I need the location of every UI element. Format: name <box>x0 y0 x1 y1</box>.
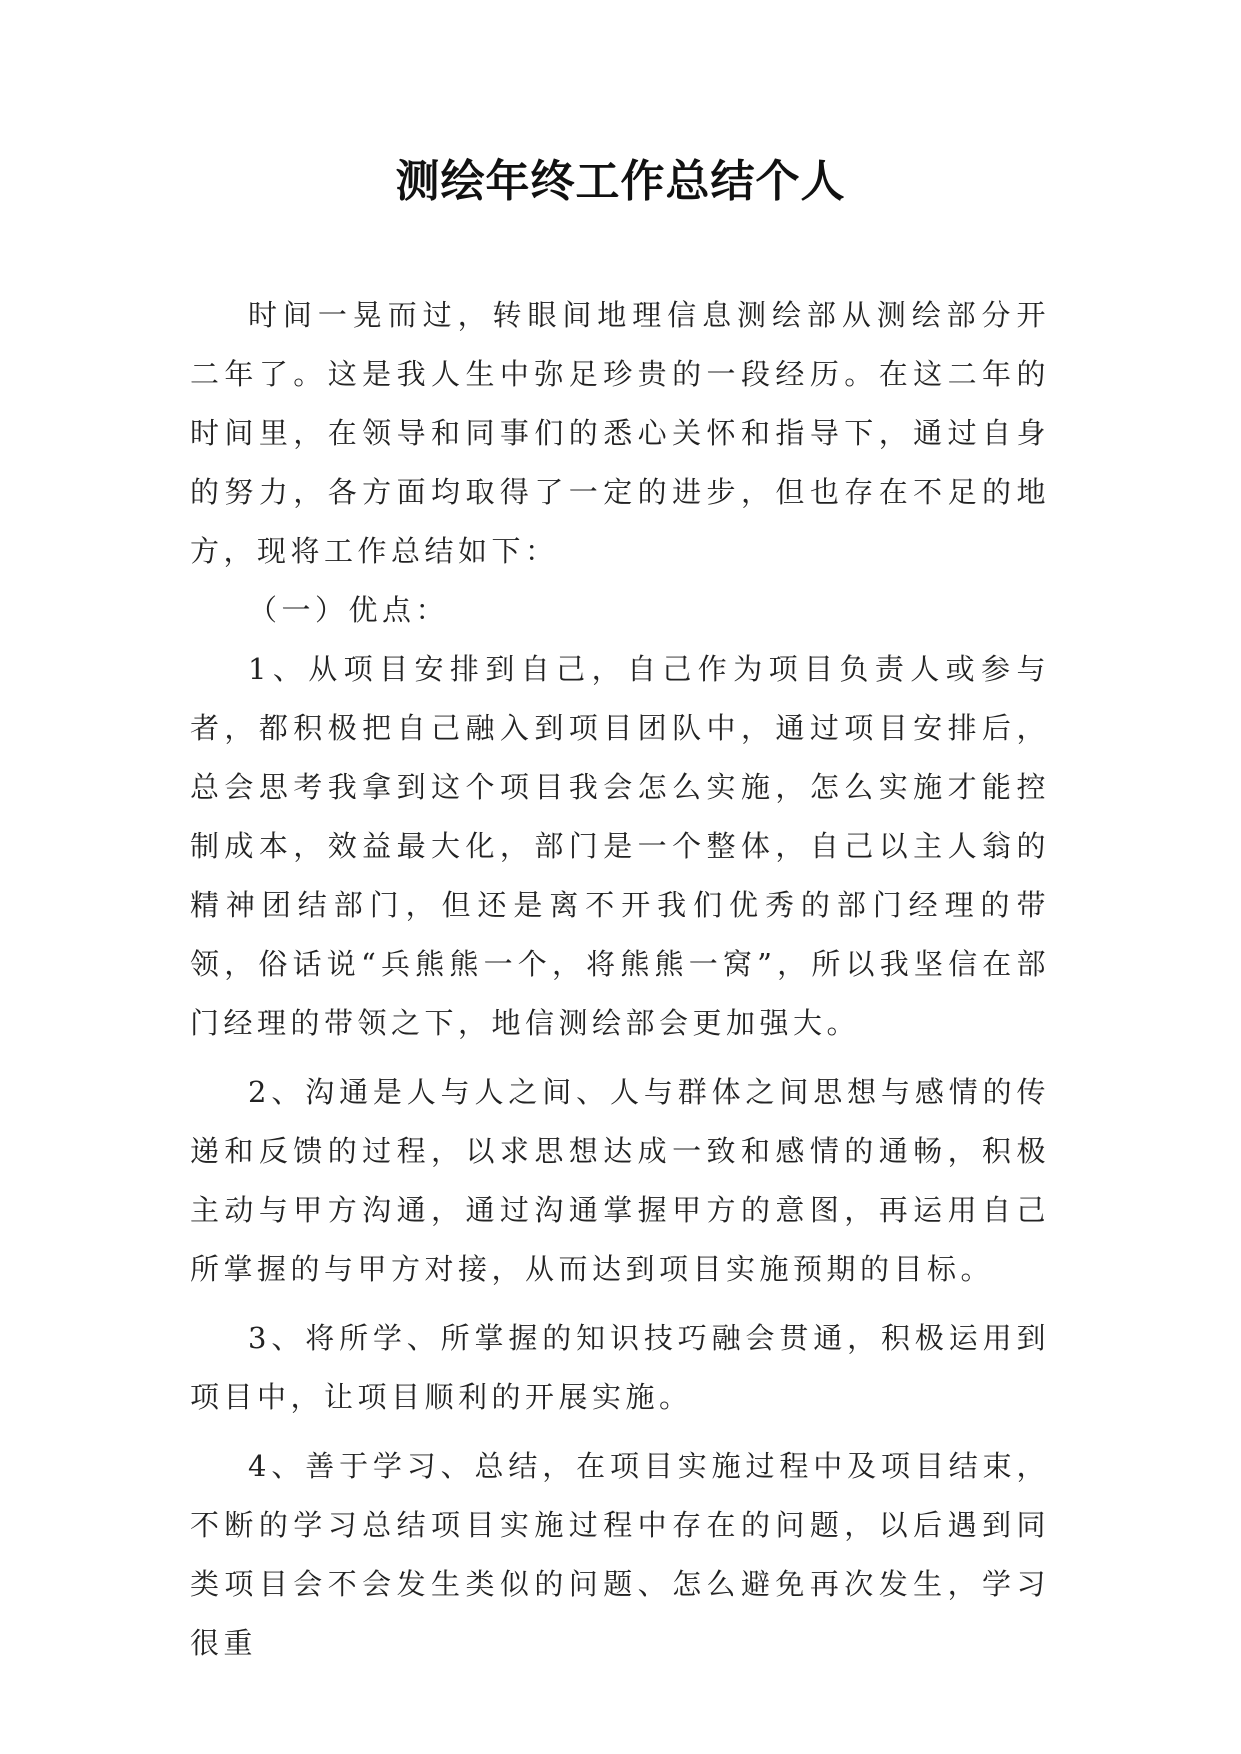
page-title: 测绘年终工作总结个人 <box>395 156 846 207</box>
paragraph-point-2: 2、沟通是人与人之间、人与群体之间思想与感情的传递和反馈的过程，以求思想达成一致和感情的通畅，积极主动与甲方沟通，通过沟通掌握甲方的意图，再运用自己所掌握的与甲方对接，从而达到项目实施预期的目标。 <box>190 1075 1050 1286</box>
document-body <box>190 286 1050 1673</box>
paragraph-intro: 时间一晃而过，转眼间地理信息测绘部从测绘部分开二年了。这是我人生中弥足珍贵的一段经历。在这二年的时间里，在领导和同事们的悉心关怀和指导下，通过自身的努力，各方面均取得了一定的进步，但也存在不足的地方，现将工作总结如下： <box>190 298 1050 568</box>
section-heading-strengths: （一）优点： <box>248 593 450 627</box>
paragraph-point-3: 3、将所学、所掌握的知识技巧融会贯通，积极运用到项目中，让项目顺利的开展实施。 <box>190 1321 1050 1414</box>
paragraph-point-4: 4、善于学习、总结，在项目实施过程中及项目结束，不断的学习总结项目实施过程中存在的问题，以后遇到同类项目会不会发生类似的问题、怎么避免再次发生，学习很重 <box>190 1449 1050 1660</box>
paragraph-point-1: 1、从项目安排到自己，自己作为项目负责人或参与者，都积极把自己融入到项目团队中，通过项目安排后，总会思考我拿到这个项目我会怎么实施，怎么实施才能控制成本，效益最大化，部门是一个整体，自己以主人翁的精神团结部门，但还是离不开我们优秀的部门经理的带领，俗话说“兵熊熊一个，将熊熊一窝”，所以我坚信在部门经理的带领之下，地信测绘部会更加强大。 <box>190 652 1050 1040</box>
